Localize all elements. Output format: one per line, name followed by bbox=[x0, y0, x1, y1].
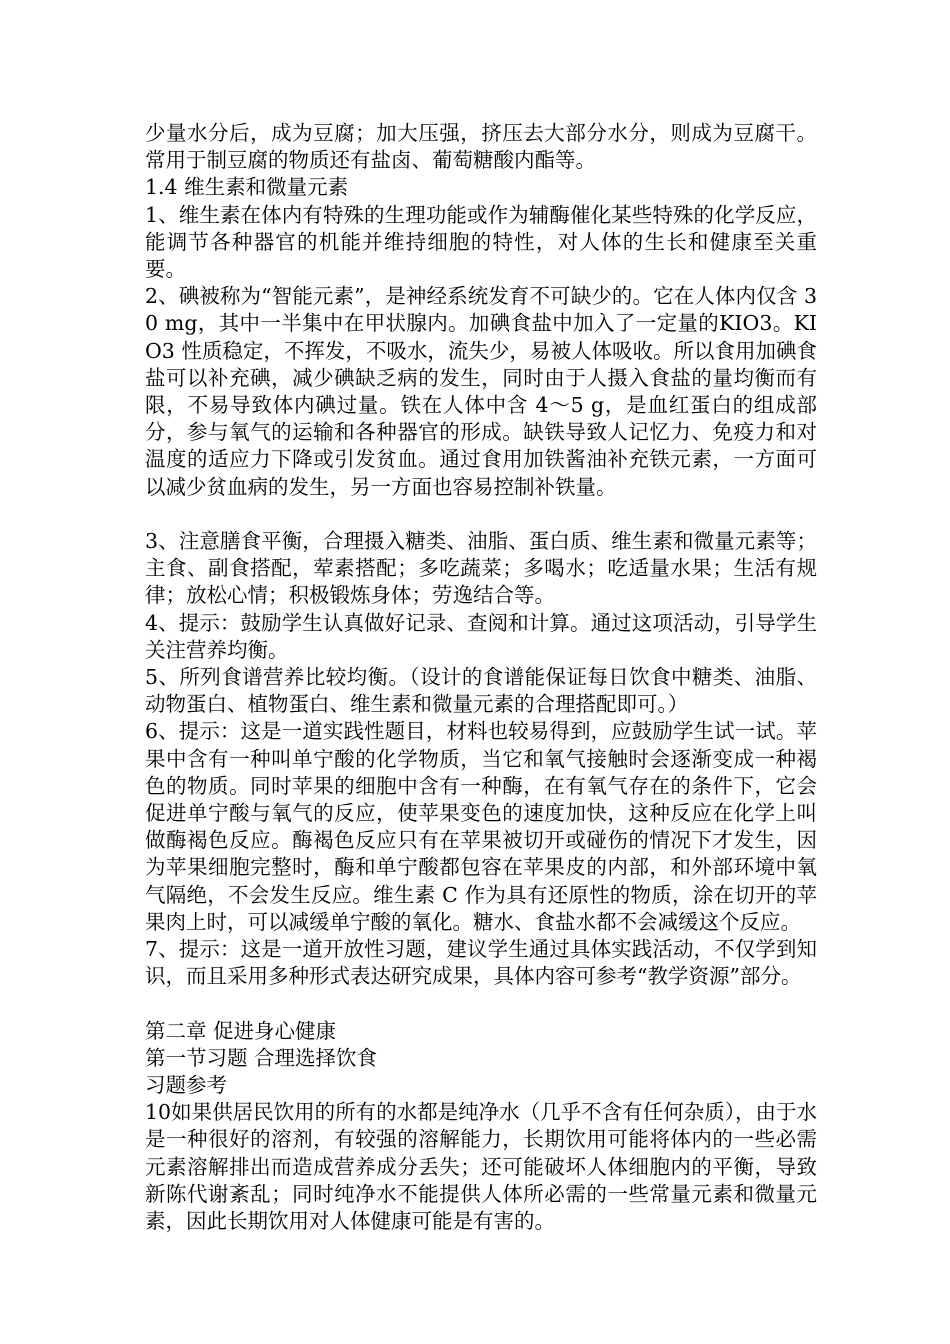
section-heading-vitamins: 1.4 维生素和微量元素 bbox=[145, 175, 349, 200]
document-page bbox=[145, 120, 817, 1235]
paragraph-item-5: 5、所列食谱营养比较均衡。（设计的食谱能保证每日饮食中糖类、油脂、动物蛋白、植物蛋白、维生素和微量元素的合理搭配即可。） bbox=[145, 665, 817, 717]
section-heading-exercises: 第一节习题 合理选择饮食 bbox=[145, 1045, 378, 1070]
paragraph-item-2: 2、碘被称为“智能元素”，是神经系统发育不可缺少的。它在人体内仅含 30 mg，其中一半集中在甲状腺内。加碘食盐中加入了一定量的KIO3。KIO3 性质稳定，不挥发，不吸水，流失少，易被人体吸收。所以食用加碘食盐可以补充碘，减少碘缺乏病的发生，同时由于人摄入食盐的量均衡而有限，不易导致体内碘过量。铁在人体中含 4～5 g，是血红蛋白的组成部分，参与氧气的运输和各种器官的形成。缺铁导致人记忆力、免疫力和对温度的适应力下降或引发贫血。通过食用加铁酱油补充铁元素，一方面可以减少贫血病的发生，另一方面也容易控制补铁量。 bbox=[145, 284, 817, 499]
paragraph-item-1: 1、维生素在体内有特殊的生理功能或作为辅酶催化某些特殊的化学反应，能调节各种器官的机能并维持细胞的特性，对人体的生长和健康至关重要。 bbox=[145, 202, 817, 282]
paragraph-pure-water: 10如果供居民饮用的所有的水都是纯净水（几乎不含有任何杂质），由于水是一种很好的溶剂，有较强的溶解能力，长期饮用可能将体内的一些必需元素溶解排出而造成营养成分丢失；还可能破坏人体细胞内的平衡，导致新陈代谢紊乱；同时纯净水不能提供人体所必需的一些常量元素和微量元素，因此长期饮用对人体健康可能是有害的。 bbox=[145, 1100, 817, 1234]
blank-line bbox=[145, 990, 817, 1017]
paragraph-item-3: 3、注意膳食平衡，合理摄入糖类、油脂、蛋白质、维生素和微量元素等；主食、副食搭配，荤素搭配；多吃蔬菜；多喝水；吃适量水果；生活有规律；放松心情；积极锻炼身体；劳逸结合等。 bbox=[145, 529, 817, 608]
paragraph-tofu-continuation: 少量水分后，成为豆腐；加大压强，挤压去大部分水分，则成为豆腐干。常用于制豆腐的物质还有盐卤、葡萄糖酸内酯等。 bbox=[145, 121, 817, 173]
paragraph-item-6: 6、提示：这是一道实践性题目，材料也较易得到，应鼓励学生试一试。苹果中含有一种叫单宁酸的化学物质，当它和氧气接触时会逐渐变成一种褐色的物质。同时苹果的细胞中含有一种酶，在有氧气存在的条件下，它会促进单宁酸与氧气的反应，使苹果变色的速度加快，这种反应在化学上叫做酶褐色反应。酶褐色反应只有在苹果被切开或碰伤的情况下才发生，因为苹果细胞完整时，酶和单宁酸都包容在苹果皮的内部，和外部环境中氧气隔绝，不会发生反应。维生素 C 作为具有还原性的物质，涂在切开的苹果肉上时，可以减缓单宁酸的氧化。糖水、食盐水都不会减缓这个反应。 bbox=[145, 719, 817, 934]
paragraph-item-7: 7、提示：这是一道开放性习题，建议学生通过具体实践活动，不仅学到知识，而且采用多种形式表达研究成果，具体内容可参考“教学资源”部分。 bbox=[145, 937, 817, 989]
subheading-reference: 习题参考 bbox=[145, 1073, 227, 1098]
blank-line bbox=[145, 501, 817, 528]
paragraph-item-4: 4、提示：鼓励学生认真做好记录、查阅和计算。通过这项活动，引导学生关注营养均衡。 bbox=[145, 610, 817, 662]
chapter-heading: 第二章 促进身心健康 bbox=[145, 1018, 337, 1043]
